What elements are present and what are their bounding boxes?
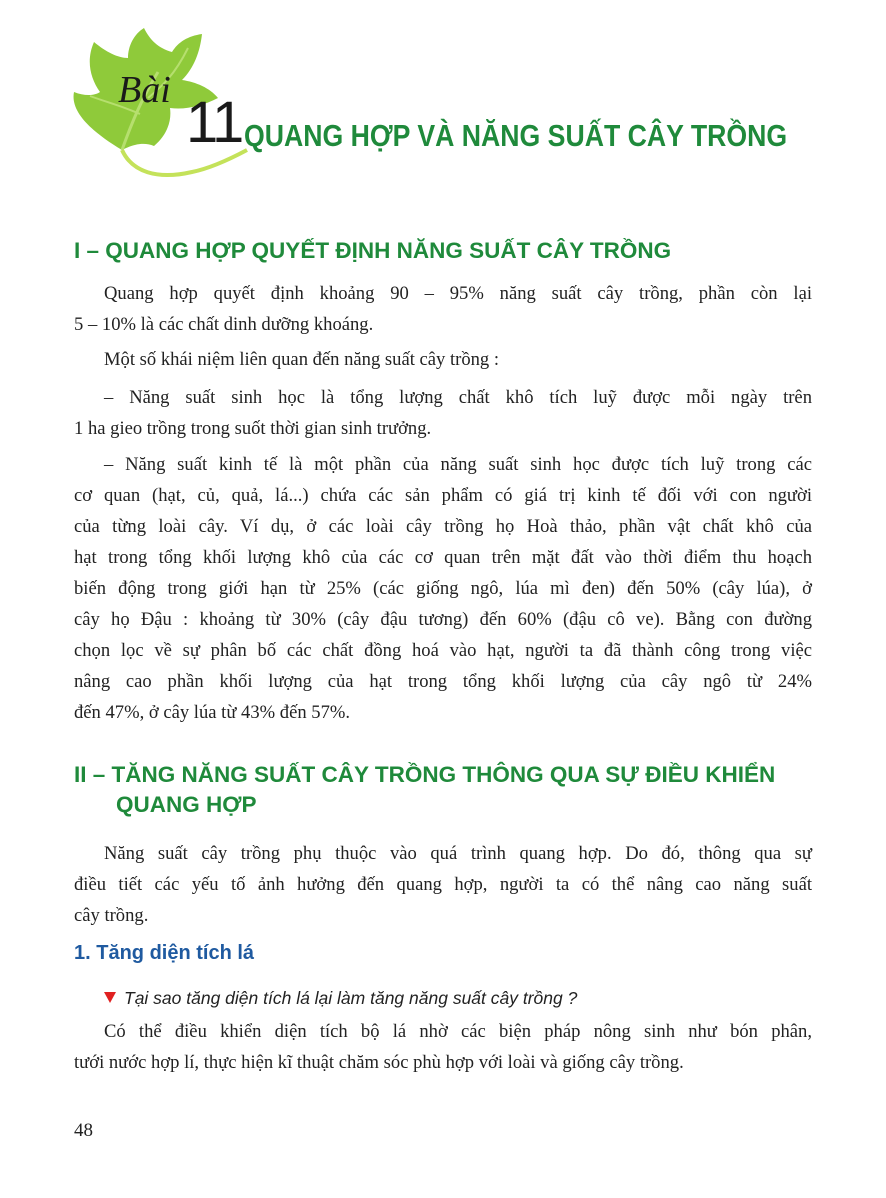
text-line: biến động trong giới hạn từ 25% (các giống ngô, lúa mì đen) đến 50% (cây lúa), ở <box>74 578 812 599</box>
text-line: nâng cao phần khối lượng của hạt trong tổng khối lượng của cây ngô từ 24% <box>74 671 812 692</box>
lesson-label: Bài <box>118 69 171 111</box>
paragraph <box>74 278 812 340</box>
text-line: cơ quan (hạt, củ, quả, lá...) chứa các sản phẩm có giá trị kinh tế đối với con người <box>74 485 812 506</box>
text-line: 5 – 10% là các chất dinh dưỡng khoáng. <box>74 314 374 335</box>
paragraph <box>74 382 812 444</box>
text-line: cây trồng. <box>74 905 149 926</box>
triangle-bullet-icon <box>104 992 116 1003</box>
question-text: Tại sao tăng diện tích lá lại làm tăng năng suất cây trồng ? <box>124 988 578 1008</box>
text-line: 1 ha gieo trồng trong suốt thời gian sinh trưởng. <box>74 418 432 439</box>
text-line: điều tiết các yếu tố ảnh hưởng đến quang hợp, người ta có thể nâng cao năng suất <box>74 874 812 895</box>
lesson-number: 11 <box>186 90 243 155</box>
paragraph <box>74 344 812 375</box>
paragraph <box>74 1016 812 1078</box>
text-line: của từng loài cây. Ví dụ, ở các loài cây trồng họ Hoà thảo, phần vật chất khô của <box>74 516 812 537</box>
section-heading-2-cont: QUANG HỢP <box>116 792 257 817</box>
question <box>104 988 577 1009</box>
text-line: cây họ Đậu : khoảng từ 30% (cây đậu tương) đến 60% (đậu cô ve). Bằng con đường <box>74 609 812 630</box>
text-line: tưới nước hợp lí, thực hiện kĩ thuật chăm sóc phù hợp với loài và giống cây trồng. <box>74 1052 684 1073</box>
text-line: hạt trong tổng khối lượng khô của các cơ quan trên mặt đất vào thời điểm thu hoạch <box>74 547 812 568</box>
text-line: Năng suất cây trồng phụ thuộc vào quá trình quang hợp. Do đó, thông qua sự <box>104 843 812 864</box>
text-line: – Năng suất sinh học là tổng lượng chất khô tích luỹ được mỗi ngày trên <box>104 387 812 408</box>
page-title: QUANG HỢP VÀ NĂNG SUẤT CÂY TRỒNG <box>244 118 788 153</box>
text-line: Quang hợp quyết định khoảng 90 – 95% năng suất cây trồng, phần còn lại <box>104 283 812 304</box>
subsection-heading: 1. Tăng diện tích lá <box>74 942 255 964</box>
paragraph <box>74 838 812 931</box>
text-line: đến 47%, ở cây lúa từ 43% đến 57%. <box>74 702 351 723</box>
page-number: 48 <box>74 1120 93 1141</box>
paragraph <box>74 449 812 728</box>
section-heading-2: II – TĂNG NĂNG SUẤT CÂY TRỒNG THÔNG QUA SỰ ĐIỀU KHIỂN <box>74 762 776 787</box>
text-line: Một số khái niệm liên quan đến năng suất cây trồng : <box>104 349 500 370</box>
text-line: – Năng suất kinh tế là một phần của năng suất sinh học được tích luỹ trong các <box>104 454 812 475</box>
section-heading-1: I – QUANG HỢP QUYẾT ĐỊNH NĂNG SUẤT CÂY TRỒNG <box>74 238 672 263</box>
text-line: Có thể điều khiển diện tích bộ lá nhờ các biện pháp nông sinh như bón phân, <box>104 1021 812 1042</box>
text-line: chọn lọc về sự phân bố các chất đồng hoá vào hạt, người ta đã thành công trong việc <box>74 640 812 661</box>
